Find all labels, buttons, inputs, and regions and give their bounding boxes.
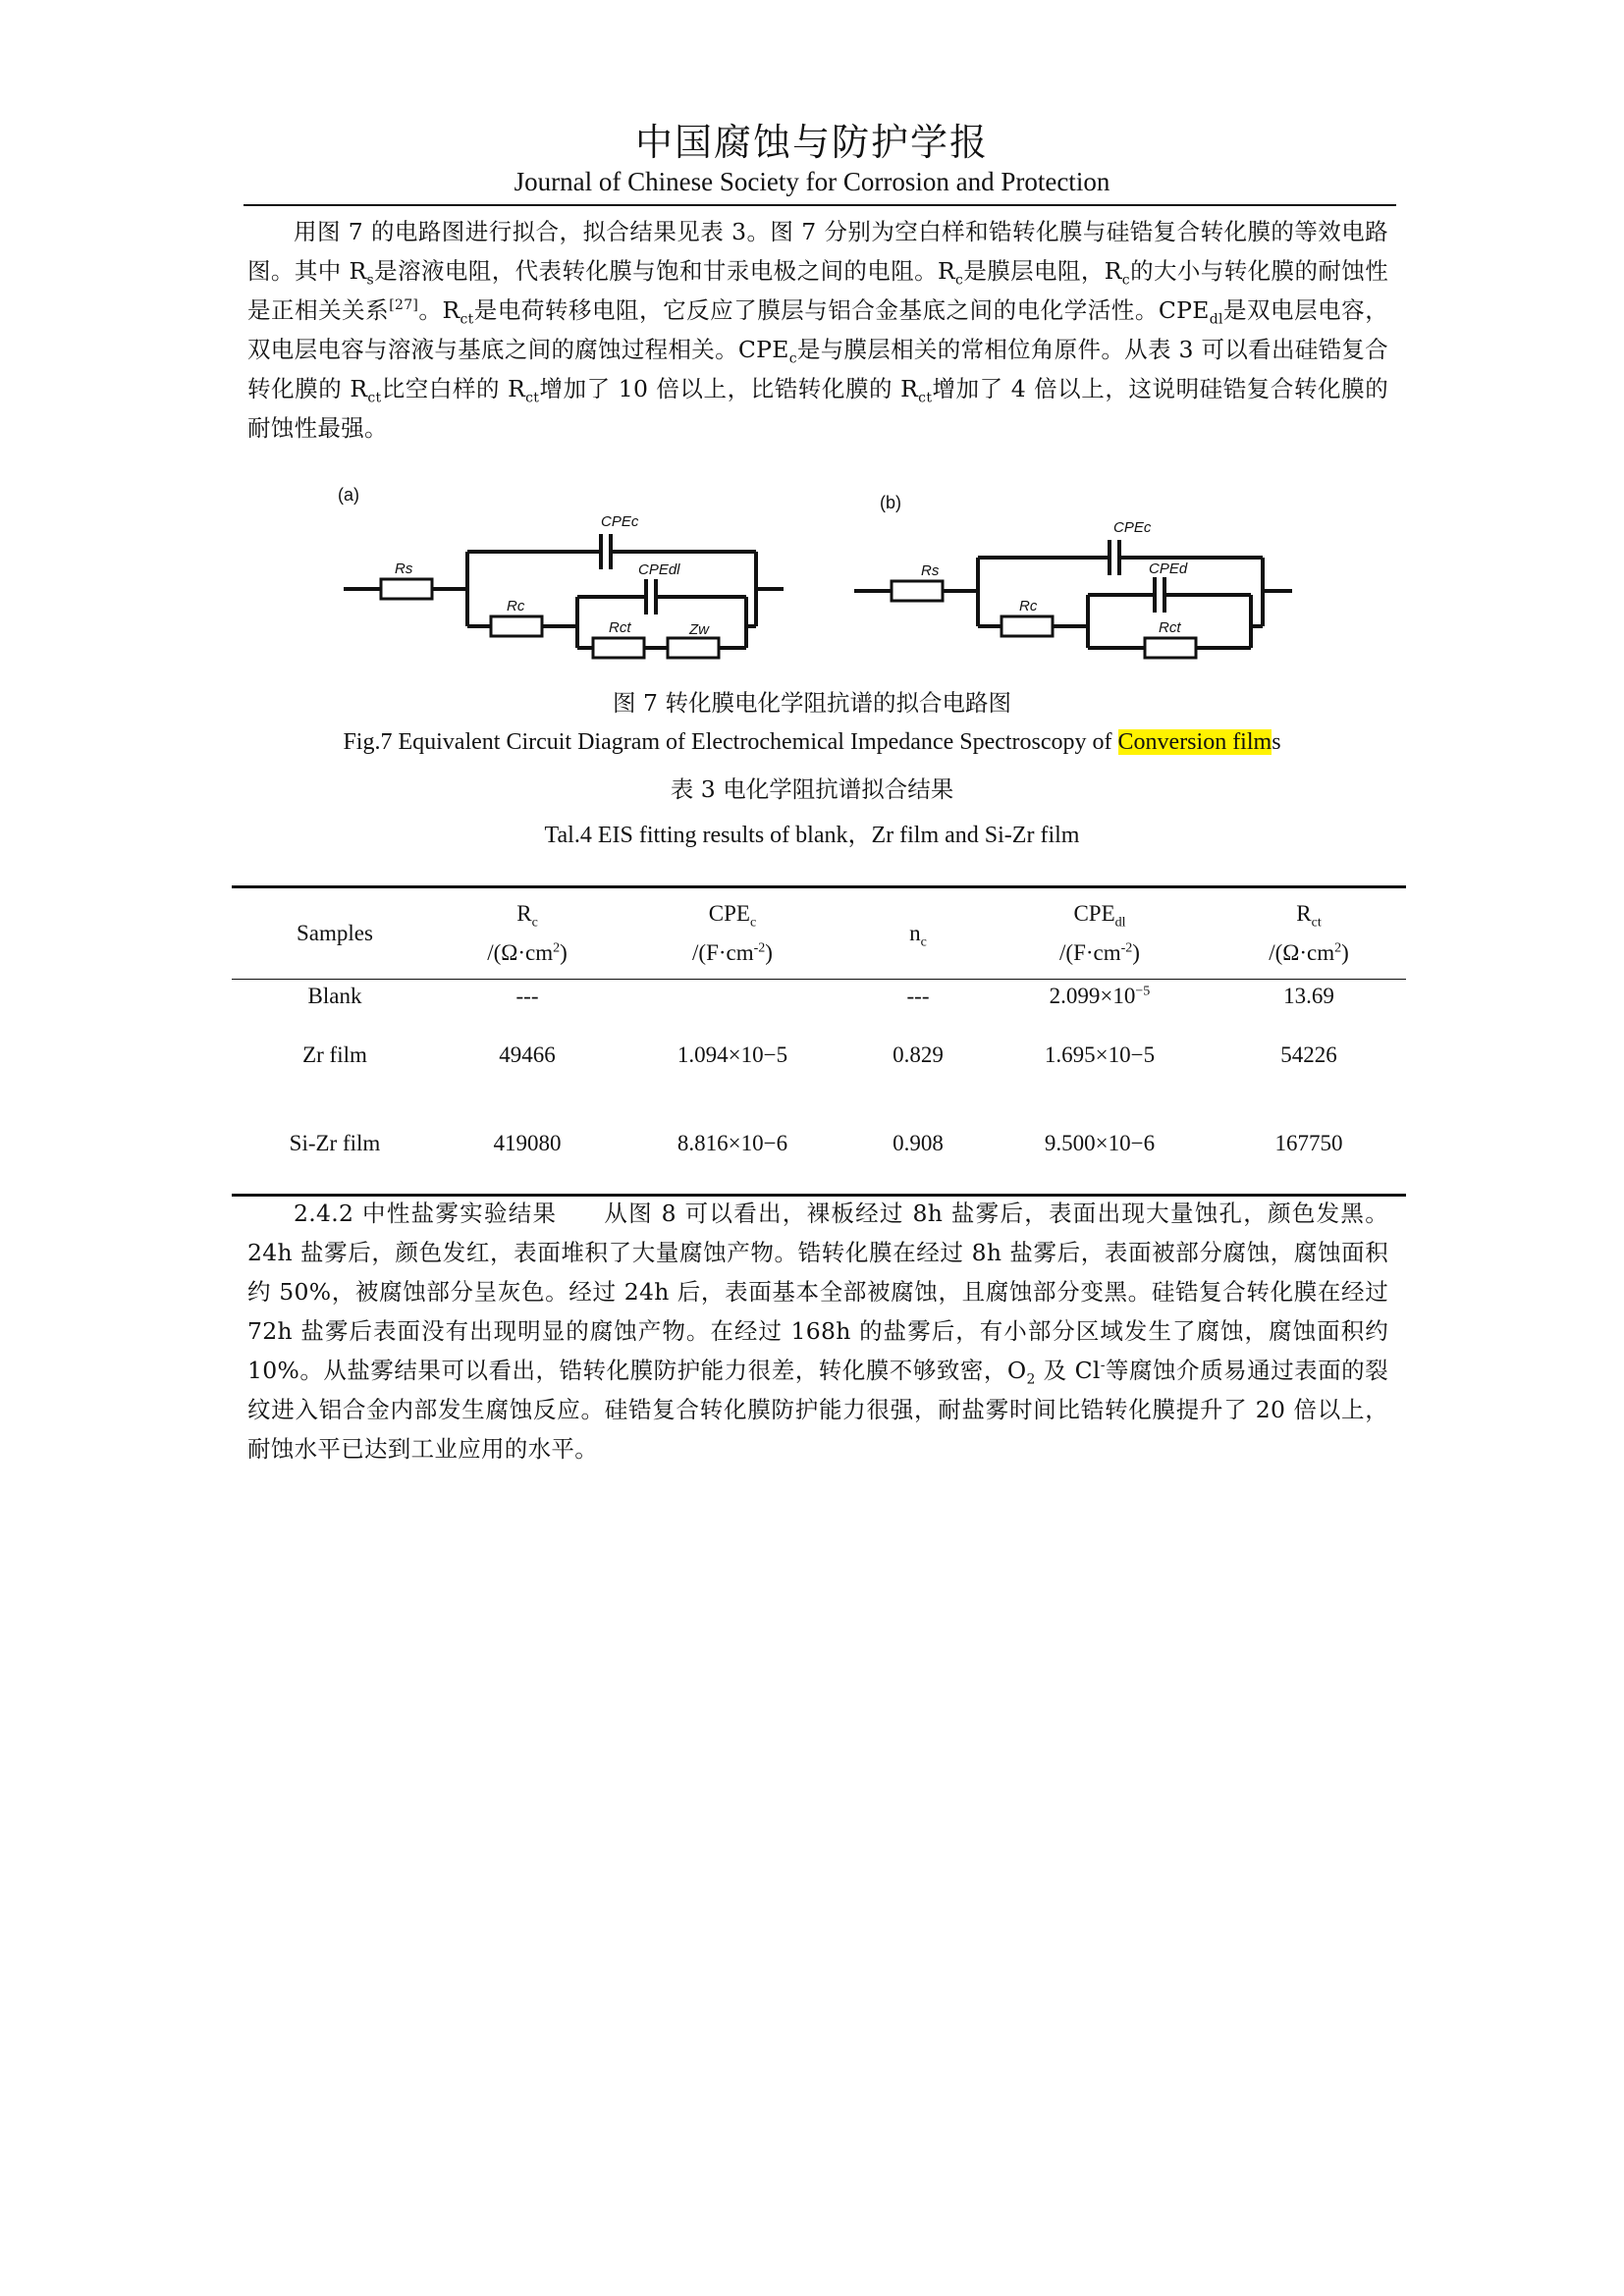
- cell-rc: 49466: [499, 1042, 556, 1067]
- circuit-b: [854, 540, 1292, 658]
- circuit-diagrams: [334, 479, 1316, 666]
- eis-results-table: [232, 885, 1406, 1197]
- header-cpedl: $CPE_{dl}$ $/(F\cdot cm^{-2})$: [988, 887, 1212, 980]
- cell-cpedl: $2.099\times 10^{-5}$: [1049, 984, 1151, 1008]
- cell-nc: ---: [906, 984, 930, 1008]
- cell-cpec: [617, 980, 848, 1030]
- header-cpec: $CPE_c$ $/(F\cdot cm^{-2})$: [617, 887, 848, 980]
- label-a-rc: Rc: [507, 598, 525, 614]
- label-b-rct: Rct: [1159, 619, 1181, 636]
- cell-rc: ---: [515, 984, 539, 1008]
- cell-nc: 0.829: [893, 1042, 944, 1067]
- label-b-rc: Rc: [1019, 598, 1038, 614]
- label-b-cped: CPEd: [1149, 561, 1188, 577]
- cell-rct: 167750: [1212, 1127, 1406, 1196]
- label-b-cpec: CPEc: [1113, 519, 1152, 536]
- paragraph-circuit-fitting: 用图 7 的电路图进行拟合，拟合结果见表 3。图 7 分别为空白样和锆转化膜与硅锆复合转化膜的等效电路图。其中 $R_s$是溶液电阻，代表转化膜与饱和甘汞电极之间的电阻。$R_c$是膜层电阻，$R_c$的大小与转化膜的耐蚀性是正相关关系[27]。$R_{ct}$是电荷转移电阻，它反应了膜层与铝合金基底之间的电化学活性。$CPE_{dl}$是双电层电容，双电层电容与溶液与基底之间的腐蚀过程相关。$CPE_c$是与膜层相关的常相位角原件。从表 3 可以看出硅锆复合转化膜的 $R_{ct}$比空白样的 $R_{ct}$增加了 10 倍以上，比锆转化膜的 $R_{ct}$增加了 4 倍以上，这说明硅锆复合转化膜的耐蚀性最强。: [247, 218, 1389, 442]
- panel-a-label: (a): [338, 485, 359, 505]
- label-b-rs: Rs: [921, 562, 940, 579]
- cell-sample: Blank: [307, 984, 362, 1008]
- cell-rc: 419080: [438, 1127, 617, 1196]
- panel-b-label: (b): [880, 493, 901, 512]
- header-samples: Samples: [232, 887, 438, 980]
- label-a-rct: Rct: [609, 619, 631, 636]
- table-header-row: [232, 887, 1406, 980]
- table-row: [232, 1029, 1406, 1127]
- table-caption-cn: 表 3 电化学阻抗谱拟合结果: [670, 775, 954, 803]
- equivalent-circuit-figure: [334, 479, 1316, 666]
- cell-rct: 13.69: [1283, 984, 1334, 1008]
- journal-title-en: Journal of Chinese Society for Corrosion and Protection: [514, 167, 1110, 196]
- cell-cpec: 1.094×10−5: [677, 1042, 788, 1067]
- paragraph-salt-spray: 2.4.2 中性盐雾实验结果 从图 8 可以看出，裸板经过 8h 盐雾后，表面出现大量蚀孔，颜色发黑。24h 盐雾后，颜色发红，表面堆积了大量腐蚀产物。锆转化膜在经过 8h 盐雾后，表面被部分腐蚀，腐蚀面积约 50%，被腐蚀部分呈灰色。经过 24h 后，表面基本全部被腐蚀，且腐蚀部分变黑。硅锆复合转化膜在经过 72h 盐雾后表面没有出现明显的腐蚀产物。在经过 168h 的盐雾后，有小部分区域发生了腐蚀，腐蚀面积约 10%。从盐雾结果可以看出，锆转化膜防护能力很差，转化膜不够致密，$O_2$ 及 Cl-等腐蚀介质易通过表面的裂纹进入铝合金内部发生腐蚀反应。硅锆复合转化膜防护能力很强，耐盐雾时间比锆转化膜提升了 20 倍以上，耐蚀水平已达到工业应用的水平。: [247, 1200, 1389, 1463]
- figure-caption-en: Fig.7 Equivalent Circuit Diagram of Electrochemical Impedance Spectroscopy of Conversion films: [343, 729, 1281, 755]
- cell-cpec: 8.816×10−6: [617, 1127, 848, 1196]
- cell-cpedl: 1.695×10−5: [1044, 1042, 1156, 1067]
- table-row: [232, 1127, 1406, 1196]
- cell-sample: Si-Zr film: [232, 1127, 438, 1196]
- cell-cpedl: 9.500×10−6: [988, 1127, 1212, 1196]
- highlighted-text: Conversion film: [1117, 729, 1272, 755]
- header-nc: $n_c$: [848, 887, 988, 980]
- journal-title-cn: 中国腐蚀与防护学报: [634, 121, 989, 164]
- table-row: [232, 980, 1406, 1030]
- section-heading: 2.4.2 中性盐雾实验结果: [294, 1200, 558, 1227]
- header-rule: [244, 204, 1396, 206]
- label-a-rs: Rs: [395, 561, 413, 577]
- label-a-cpedl: CPEdl: [638, 561, 680, 578]
- header-rc: $R_c$ $/(\Omega\cdot cm^2)$: [438, 887, 617, 980]
- label-a-cpec: CPEc: [601, 513, 639, 530]
- citation-ref: [27]: [389, 297, 419, 314]
- header-rct: $R_{ct}$ $/(\Omega\cdot cm^2)$: [1212, 887, 1406, 980]
- figure-caption-cn: 图 7 转化膜电化学阻抗谱的拟合电路图: [613, 689, 1011, 717]
- cell-sample: Zr film: [302, 1042, 367, 1067]
- cell-nc: 0.908: [848, 1127, 988, 1196]
- cell-rct: 54226: [1280, 1042, 1337, 1067]
- label-a-zw: Zw: [689, 621, 709, 638]
- circuit-a: [344, 534, 784, 658]
- table-caption-en: Tal.4 EIS fitting results of blank，Zr film and Si-Zr film: [544, 823, 1080, 848]
